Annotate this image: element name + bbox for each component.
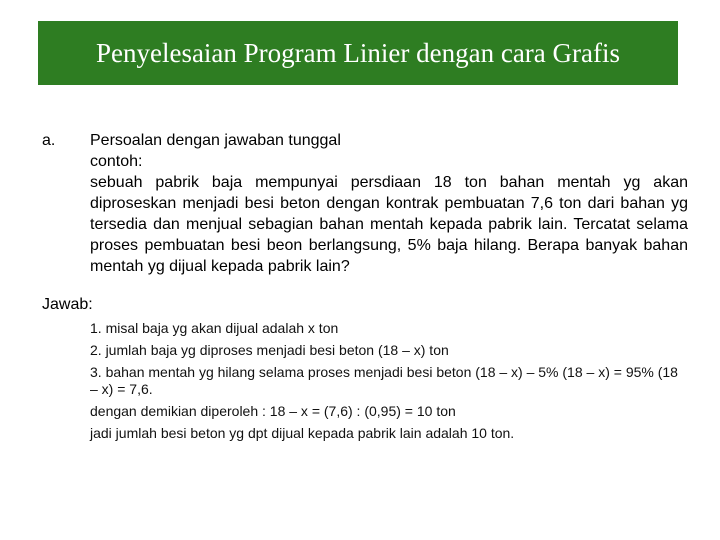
answer-label: Jawab: — [42, 296, 93, 313]
solution-steps — [90, 320, 688, 447]
list-marker: a. — [42, 132, 56, 149]
problem-section — [90, 130, 688, 277]
section-heading: Persoalan dengan jawaban tunggal — [90, 132, 341, 149]
solution-step-5: jadi jumlah besi beton yg dpt dijual kepada pabrik lain adalah 10 ton. — [90, 425, 515, 441]
example-label: contoh: — [90, 153, 143, 170]
solution-step-4: dengan demikian diperoleh : 18 – x = (7,6) : (0,95) = 10 ton — [90, 403, 456, 419]
solution-step-2: 2. jumlah baja yg diproses menjadi besi beton (18 – x) ton — [90, 342, 449, 358]
solution-step-3: 3. bahan mentah yg hilang selama proses menjadi besi beton (18 – x) – 5% (18 – x) = 95% (18 – x) = 7,6. — [90, 364, 678, 397]
page-title: Penyelesaian Program Linier dengan cara Grafis — [95, 37, 621, 68]
title-banner — [38, 21, 678, 85]
solution-step-1: 1. misal baja yg akan dijual adalah x ton — [90, 320, 339, 336]
problem-description: sebuah pabrik baja mempunyai persdiaan 18 ton bahan mentah yg akan diproseskan menjadi besi beton dengan kontrak pembuatan 7,6 ton dari bahan yg tersedia dan menjual sebagian bahan mentah kepada pabrik lain. Tercatat selama proses pembuatan besi beon berlangsung, 5% baja hilang. Berapa banyak bahan mentah yg dijual kepada pabrik lain? — [90, 174, 688, 275]
